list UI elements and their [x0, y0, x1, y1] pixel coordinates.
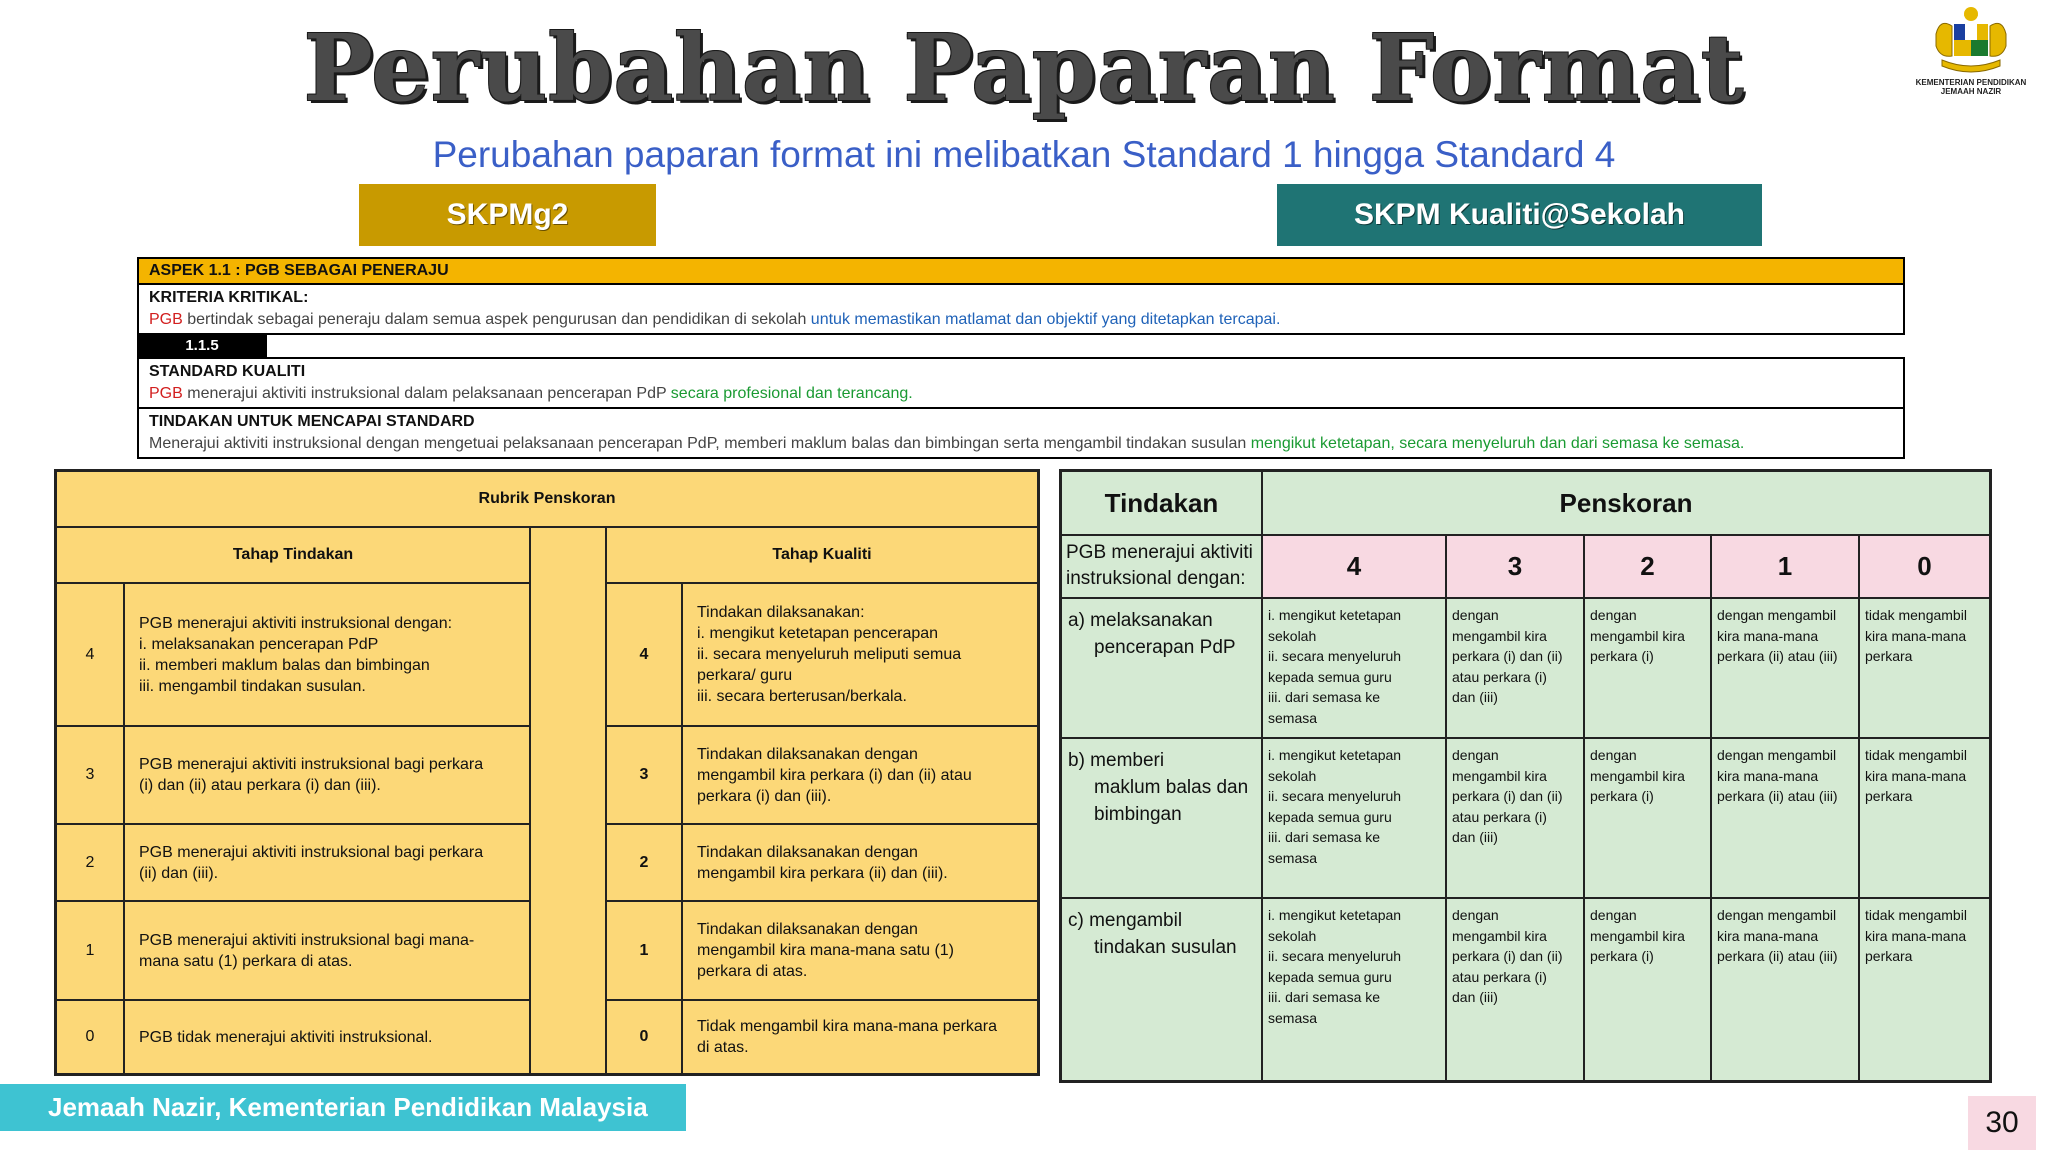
score-cell: tidak mengambil kira mana-mana perkara [1859, 598, 1990, 738]
kriteria-goal: untuk memastikan matlamat dan objektif yang ditetapkan tercapai. [810, 311, 1281, 328]
rubrik-score: 4 [56, 583, 124, 726]
skpm-kualiti-label: SKPM Kualiti@Sekolah [1277, 184, 1762, 246]
ministry-logo [1906, 4, 2036, 102]
score-cell: dengan mengambil kira perkara (i) [1584, 738, 1711, 898]
rubrik-score: 1 [56, 901, 124, 1000]
standard-box [137, 357, 1905, 409]
rubrik-score: 0 [56, 1000, 124, 1074]
rubrik-tindakan-text: PGB menerajui aktiviti instruksional bagi perkara (ii) dan (iii). [124, 824, 530, 901]
rubrik-kualiti-text: Tindakan dilaksanakan dengan mengambil kira perkara (i) dan (ii) atau perkara (i) dan (iii). [682, 726, 1038, 824]
aspect-block [137, 257, 1905, 459]
rubrik-kualiti-text: Tindakan dilaksanakan dengan mengambil kira perkara (ii) dan (iii). [682, 824, 1038, 901]
logo-text-line1: KEMENTERIAN PENDIDIKAN [1915, 78, 2027, 87]
kriteria-body: bertindak sebagai peneraju dalam semua aspek pengurusan dan pendidikan di sekolah [182, 311, 811, 328]
score-cell: dengan mengambil kira perkara (i) dan (ii) atau perkara (i) dan (iii) [1446, 738, 1584, 898]
score-header: 0 [1859, 535, 1990, 598]
tindakan-row-c [1061, 898, 1262, 1081]
score-cell: dengan mengambil kira perkara (i) dan (ii) atau perkara (i) dan (iii) [1446, 598, 1584, 738]
score-cell: tidak mengambil kira mana-mana perkara [1859, 898, 1990, 1081]
tindakan-letter: c) mengambil [1068, 910, 1183, 931]
rubrik-col-tindakan: Tahap Tindakan [56, 527, 530, 583]
tindakan-letter: b) memberi [1068, 750, 1165, 771]
rubrik-tindakan-text: PGB menerajui aktiviti instruksional bagi mana- mana satu (1) perkara di atas. [124, 901, 530, 1000]
score-header: 1 [1711, 535, 1859, 598]
tindakan-rest: pencerapan PdP [1094, 637, 1236, 658]
skpmg2-label: SKPMg2 [359, 184, 656, 246]
tindakan-title: TINDAKAN UNTUK MENCAPAI STANDARD [149, 413, 475, 430]
footer-banner: Jemaah Nazir, Kementerian Pendidikan Malaysia [0, 1084, 686, 1131]
score-cell: tidak mengambil kira mana-mana perkara [1859, 738, 1990, 898]
intro-label: PGB menerajui aktiviti instruksional dengan: [1061, 535, 1262, 598]
kriteria-title: KRITERIA KRITIKAL: [149, 289, 309, 306]
rubrik-score: 2 [56, 824, 124, 901]
col-tindakan-header: Tindakan [1061, 471, 1262, 535]
rubrik-score-bold: 3 [606, 726, 682, 824]
rubrik-score-bold: 4 [606, 583, 682, 726]
rubrik-tindakan-text: PGB menerajui aktiviti instruksional bagi perkara (i) dan (ii) atau perkara (i) dan (iii). [124, 726, 530, 824]
standard-text [149, 383, 1893, 405]
standard-number: 1.1.5 [137, 335, 267, 357]
tindakan-box [137, 409, 1905, 459]
tindakan-body: Menerajui aktiviti instruksional dengan mengetuai pelaksanaan pencerapan PdP, memberi maklum balas dan bimbingan serta mengambil tindakan susulan [149, 435, 1251, 452]
jata-negara-crest-icon [1926, 4, 2016, 78]
standard-body: menerajui aktiviti instruksional dalam pelaksanaan pencerapan PdP [182, 385, 671, 402]
tindakan-rest: maklum balas dan bimbingan [1094, 777, 1249, 825]
score-cell: dengan mengambil kira mana-mana perkara (ii) atau (iii) [1711, 898, 1859, 1081]
score-cell: i. mengikut ketetapan sekolah ii. secara menyeluruh kepada semua guru iii. dari semasa ke semasa [1262, 898, 1446, 1081]
logo-text-line2: JEMAAH NAZIR [1940, 87, 2002, 96]
kriteria-box [137, 285, 1905, 335]
tindakan-row-b [1061, 738, 1262, 898]
standard-pgb: PGB [149, 385, 183, 402]
rubrik-score-bold: 1 [606, 901, 682, 1000]
rubrik-kualiti-text: Tidak mengambil kira mana-mana perkara di atas. [682, 1000, 1038, 1074]
score-header: 2 [1584, 535, 1711, 598]
score-cell: i. mengikut ketetapan sekolah ii. secara menyeluruh kepada semua guru iii. dari semasa ke semasa [1262, 598, 1446, 738]
standard-quality: secara profesional dan terancang. [670, 385, 913, 402]
kriteria-pgb: PGB [149, 311, 183, 328]
rubrik-score: 3 [56, 726, 124, 824]
score-cell: dengan mengambil kira mana-mana perkara (ii) atau (iii) [1711, 598, 1859, 738]
tindakan-quality: mengikut ketetapan, secara menyeluruh dan dari semasa ke semasa. [1250, 435, 1745, 452]
score-cell: dengan mengambil kira perkara (i) dan (ii) atau perkara (i) dan (iii) [1446, 898, 1584, 1081]
rubrik-spacer-column [530, 527, 606, 1074]
rubrik-score-bold: 2 [606, 824, 682, 901]
rubrik-tindakan-text: PGB menerajui aktiviti instruksional dengan: i. melaksanakan pencerapan PdP ii. memberi maklum balas dan bimbingan iii. mengambil tindakan susulan. [124, 583, 530, 726]
score-cell: dengan mengambil kira perkara (i) [1584, 598, 1711, 738]
penskoran-table [1059, 469, 1992, 1083]
tindakan-row-a [1061, 598, 1262, 738]
page-number: 30 [1968, 1096, 2036, 1150]
score-cell: dengan mengambil kira mana-mana perkara (ii) atau (iii) [1711, 738, 1859, 898]
standard-number-bar [137, 335, 1905, 357]
standard-title: STANDARD KUALITI [149, 363, 306, 380]
tindakan-rest: tindakan susulan [1094, 937, 1237, 958]
score-cell: i. mengikut ketetapan sekolah ii. secara menyeluruh kepada semua guru iii. dari semasa ke semasa [1262, 738, 1446, 898]
page-subtitle: Perubahan paparan format ini melibatkan Standard 1 hingga Standard 4 [432, 134, 1616, 175]
tindakan-letter: a) melaksanakan [1068, 610, 1213, 631]
rubrik-score-bold: 0 [606, 1000, 682, 1074]
rubrik-kualiti-text: Tindakan dilaksanakan: i. mengikut ketetapan pencerapan ii. secara menyeluruh meliputi semua perkara/ guru iii. secara berterusan/berkala. [682, 583, 1038, 726]
tindakan-text [149, 433, 1893, 455]
rubrik-title: Rubrik Penskoran [56, 471, 1038, 527]
col-penskoran-header: Penskoran [1262, 471, 1990, 535]
page-title: Perubahan Paparan Format [303, 14, 1745, 122]
score-header: 4 [1262, 535, 1446, 598]
score-cell: dengan mengambil kira perkara (i) [1584, 898, 1711, 1081]
rubrik-kualiti-text: Tindakan dilaksanakan dengan mengambil kira mana-mana satu (1) perkara di atas. [682, 901, 1038, 1000]
kriteria-text [149, 309, 1893, 331]
rubrik-table [54, 469, 1040, 1076]
score-header: 3 [1446, 535, 1584, 598]
rubrik-col-kualiti: Tahap Kualiti [606, 527, 1038, 583]
rubrik-tindakan-text: PGB tidak menerajui aktiviti instruksional. [124, 1000, 530, 1074]
aspect-header: ASPEK 1.1 : PGB SEBAGAI PENERAJU [137, 257, 1905, 285]
